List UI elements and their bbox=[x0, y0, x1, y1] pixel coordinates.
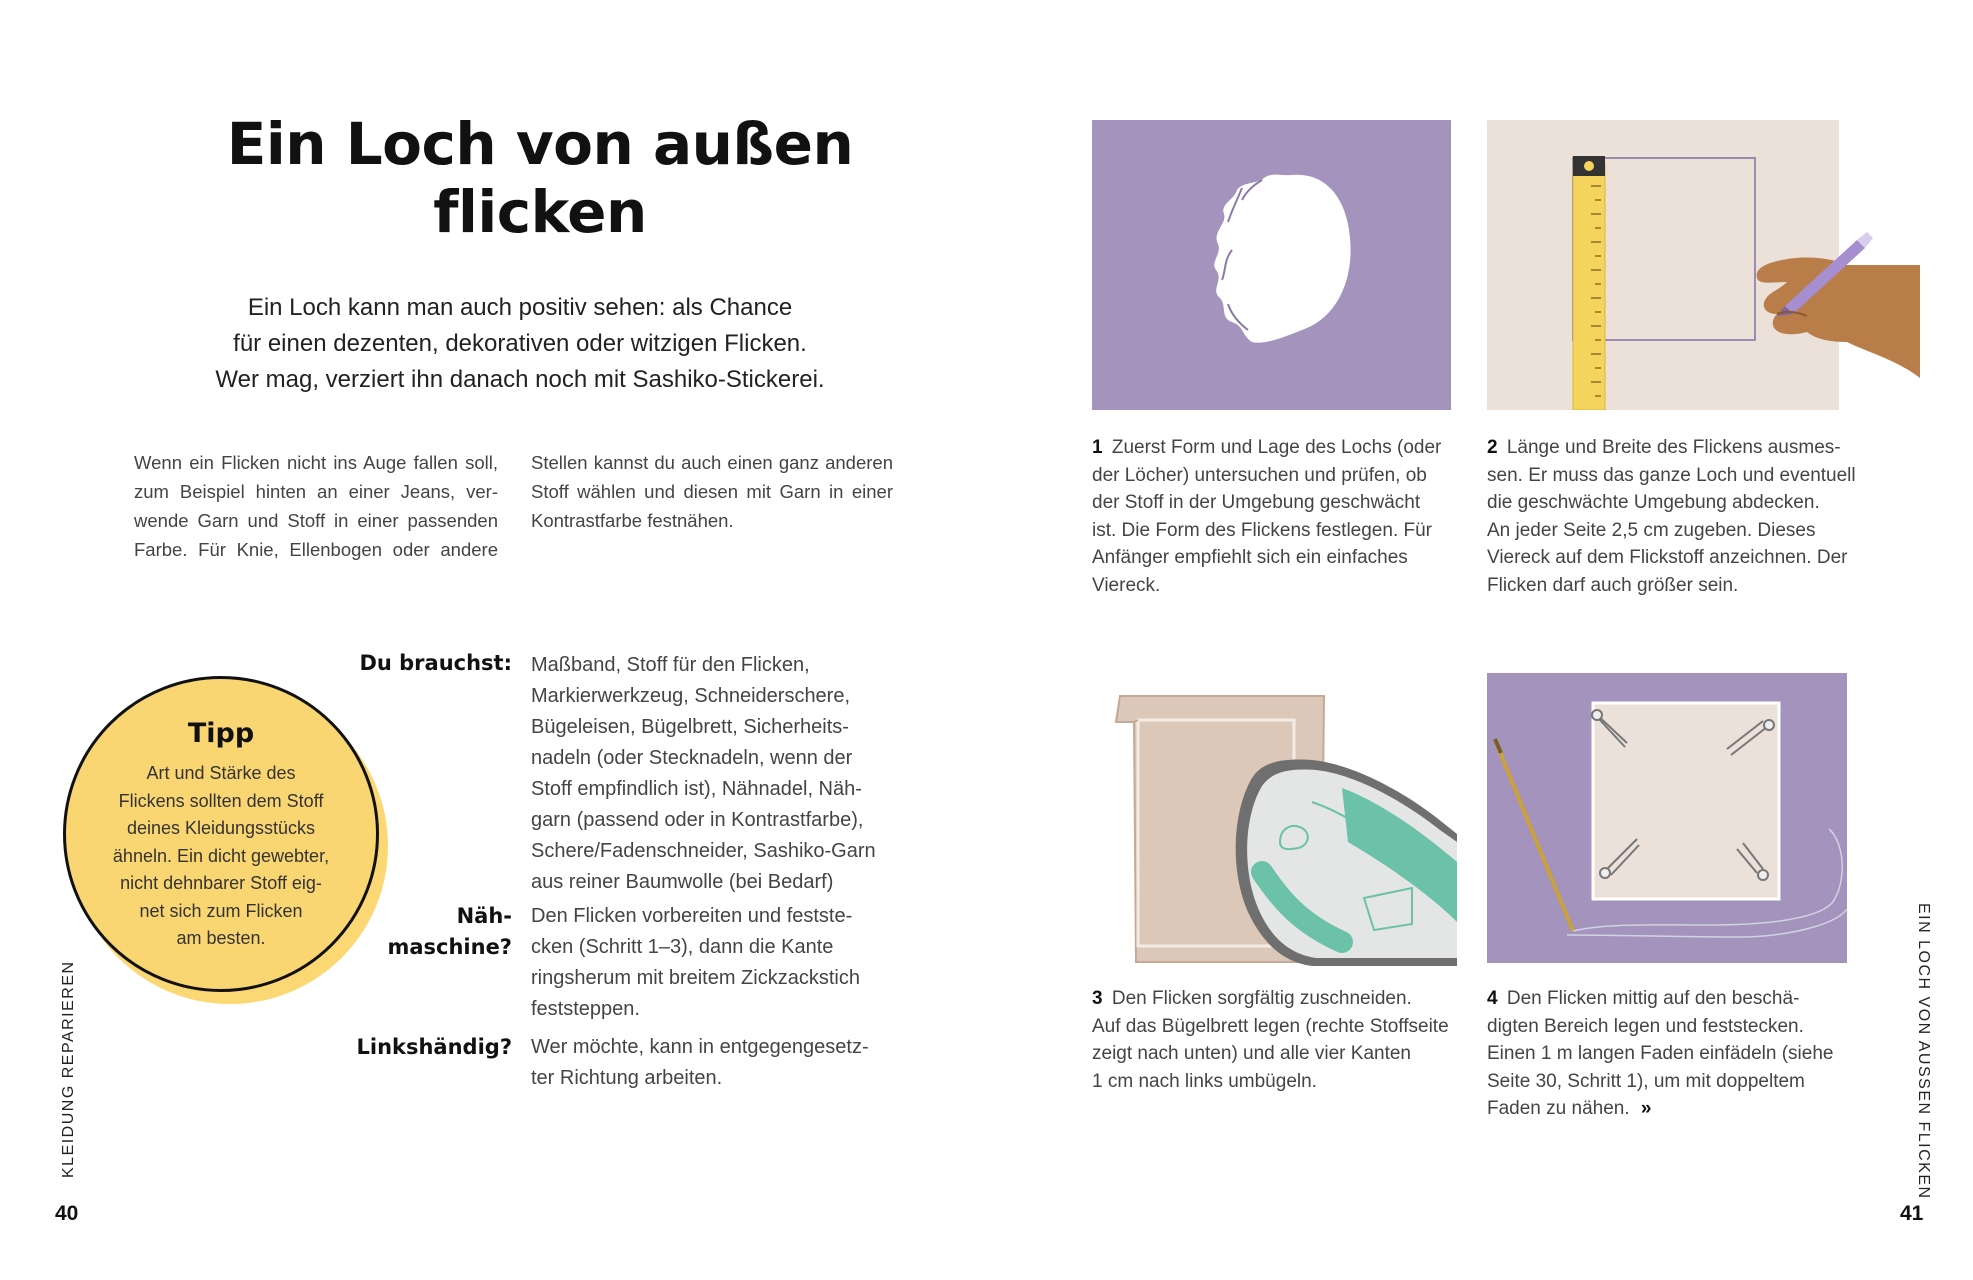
illustration-hole bbox=[1092, 120, 1451, 410]
illustration-measuring bbox=[1487, 120, 1920, 410]
lefthand-text bbox=[531, 1032, 911, 1094]
needs-line: nadeln (oder Stecknadeln, wenn der bbox=[531, 747, 853, 769]
step-line: Viereck. bbox=[1092, 574, 1161, 596]
illustration-pinning bbox=[1487, 673, 1847, 963]
body-line: Farbe. Für Knie, Ellenbogen oder andere bbox=[134, 539, 498, 560]
step-line: Seite 30, Schritt 1), um mit doppeltem bbox=[1487, 1070, 1805, 1092]
page-number-left: 40 bbox=[55, 1202, 79, 1225]
lefthand-line: ter Richtung arbeiten. bbox=[531, 1067, 723, 1089]
needs-line: Schere/Fadenschneider, Sashiko-Garn bbox=[531, 840, 876, 862]
step-3 bbox=[1092, 985, 1449, 1095]
page-title-line-1: Ein Loch von außen bbox=[226, 110, 854, 178]
body-line: Stoff wählen und diesen mit Garn in einer bbox=[531, 481, 893, 502]
step-line: Flicken darf auch größer sein. bbox=[1487, 574, 1739, 596]
step-line: 1 cm nach links umbügeln. bbox=[1092, 1070, 1317, 1092]
step-line: ist. Die Form des Flickens festlegen. Für bbox=[1092, 519, 1432, 541]
step-1 bbox=[1092, 434, 1441, 599]
step-2 bbox=[1487, 434, 1856, 599]
step-line: Faden zu nähen. bbox=[1487, 1098, 1630, 1119]
page-title-line-2: flicken bbox=[433, 178, 647, 246]
tip-line: deines Kleidungsstücks bbox=[126, 818, 316, 838]
step-line: sen. Er muss das ganze Loch und eventuell bbox=[1487, 464, 1856, 486]
iron-icon bbox=[1236, 760, 1457, 966]
sidebar-chapter-right: EIN LOCH VON AUSSEN FLICKEN bbox=[1915, 903, 1932, 1200]
tip-text bbox=[83, 760, 359, 953]
intro-paragraph bbox=[160, 290, 880, 398]
lefthand-label: Linkshändig? bbox=[356, 1035, 512, 1059]
needs-list bbox=[531, 650, 911, 898]
step-number: 2 bbox=[1487, 437, 1498, 458]
machine-line: ringsherum mit breitem Zickzackstich bbox=[531, 967, 860, 989]
patch-square bbox=[1593, 703, 1779, 899]
needs-line: Markierwerkzeug, Schneiderschere, bbox=[531, 685, 851, 707]
step-line: der Stoff in der Umgebung geschwächt bbox=[1092, 492, 1421, 513]
tip-line: net sich zum Flicken bbox=[139, 900, 303, 921]
tip-line: am besten. bbox=[176, 928, 266, 948]
body-column-1 bbox=[134, 448, 498, 564]
step-line: Den Flicken mittig auf den beschä- bbox=[1506, 988, 1800, 1009]
step-line: Zuerst Form und Lage des Lochs (oder bbox=[1111, 437, 1442, 458]
tip-line: Art und Stärke des bbox=[146, 763, 296, 783]
machine-text bbox=[531, 901, 911, 1025]
page-title bbox=[170, 110, 910, 246]
body-line: zum Beispiel hinten an einer Jeans, ver- bbox=[134, 481, 498, 502]
intro-line: für einen dezenten, dekorativen oder witzigen Flicken. bbox=[233, 330, 807, 357]
illustration-ironing bbox=[1112, 692, 1457, 966]
body-column-2 bbox=[531, 448, 893, 535]
needs-line: garn (passend oder in Kontrastfarbe), bbox=[531, 809, 864, 831]
step-line: Den Flicken sorgfältig zuschneiden. bbox=[1111, 988, 1412, 1009]
step-number: 3 bbox=[1092, 988, 1103, 1009]
machine-line: Den Flicken vorbereiten und festste- bbox=[531, 905, 853, 927]
tip-line: Flickens sollten dem Stoff bbox=[118, 790, 324, 811]
step-line: Länge und Breite des Flickens ausmes- bbox=[1506, 437, 1841, 458]
machine-line: cken (Schritt 1–3), dann die Kante bbox=[531, 936, 834, 958]
step-line: Viereck auf dem Flickstoff anzeichnen. Der bbox=[1487, 547, 1848, 568]
intro-line: Wer mag, verziert ihn danach noch mit Sashiko-Stickerei. bbox=[215, 366, 825, 393]
needs-label: Du brauchst: bbox=[359, 651, 512, 675]
tip-line: ähneln. Ein dicht gewebter, bbox=[112, 845, 330, 866]
body-line: wende Garn und Stoff in einer passenden bbox=[134, 510, 498, 531]
step-line: Auf das Bügelbrett legen (rechte Stoffseite bbox=[1092, 1015, 1449, 1037]
body-line: Wenn ein Flicken nicht ins Auge fallen soll, bbox=[134, 452, 498, 473]
step-number: 1 bbox=[1092, 437, 1103, 458]
step-line: Anfänger empfiehlt sich ein einfaches bbox=[1092, 547, 1408, 568]
body-line: Stellen kannst du auch einen ganz anderen bbox=[531, 452, 893, 473]
measuring-tape-icon bbox=[1573, 156, 1605, 410]
tip-line: nicht dehnbarer Stoff eig- bbox=[120, 873, 322, 893]
step-line: der Löcher) untersuchen und prüfen, ob bbox=[1092, 464, 1427, 486]
machine-label-line: Näh- bbox=[456, 904, 512, 928]
needs-line: Maßband, Stoff für den Flicken, bbox=[531, 654, 810, 676]
needs-line: Bügeleisen, Bügelbrett, Sicherheits- bbox=[531, 716, 849, 738]
continue-arrow-icon: » bbox=[1640, 1098, 1652, 1119]
tip-title: Tipp bbox=[187, 718, 255, 749]
step-number: 4 bbox=[1487, 988, 1498, 1009]
step-line: Einen 1 m langen Faden einfädeln (siehe bbox=[1487, 1043, 1834, 1064]
page-number-right: 41 bbox=[1900, 1202, 1924, 1225]
step-line: digten Bereich legen und feststecken. bbox=[1487, 1015, 1804, 1037]
step-line: zeigt nach unten) und alle vier Kanten bbox=[1092, 1043, 1411, 1064]
needs-line: aus reiner Baumwolle (bei Bedarf) bbox=[531, 871, 834, 893]
step-4 bbox=[1487, 985, 1833, 1123]
intro-line: Ein Loch kann man auch positiv sehen: als Chance bbox=[247, 294, 793, 321]
machine-label-line: maschine? bbox=[387, 935, 512, 959]
body-line: Kontrastfarbe festnähen. bbox=[531, 510, 734, 531]
lefthand-line: Wer möchte, kann in entgegengesetz- bbox=[531, 1036, 869, 1058]
step-line: An jeder Seite 2,5 cm zugeben. Dieses bbox=[1487, 519, 1816, 541]
needs-line: Stoff empfindlich ist), Nähnadel, Näh- bbox=[531, 778, 862, 800]
step-line: die geschwächte Umgebung abdecken. bbox=[1487, 492, 1820, 513]
sidebar-chapter-left: KLEIDUNG REPARIEREN bbox=[60, 960, 77, 1178]
machine-line: feststeppen. bbox=[531, 998, 640, 1020]
